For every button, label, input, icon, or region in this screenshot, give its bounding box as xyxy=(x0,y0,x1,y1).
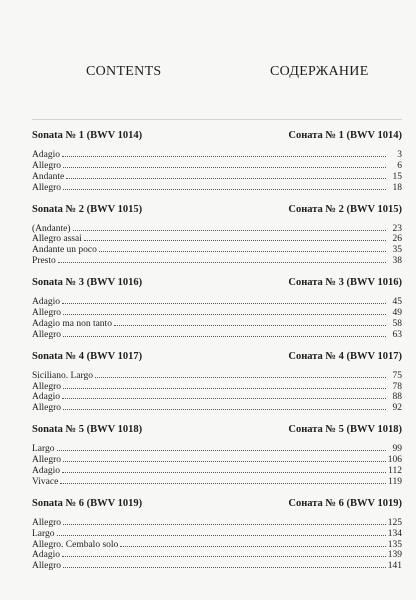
dot-leader xyxy=(63,307,386,315)
sonata-title-ru: Соната № 1 (BWV 1014) xyxy=(288,130,402,141)
sonata-title-en: Sonata № 2 (BWV 1015) xyxy=(32,203,143,215)
toc-entry[interactable] xyxy=(32,517,402,528)
movement-title: Adagio xyxy=(32,297,60,308)
toc-entry[interactable] xyxy=(32,539,402,550)
dot-leader xyxy=(63,381,386,389)
contents-heading-en: CONTENTS xyxy=(86,64,162,79)
page-number: 139 xyxy=(387,550,402,561)
toc-entry[interactable] xyxy=(32,233,402,244)
toc-entry[interactable] xyxy=(32,160,402,171)
dot-leader xyxy=(58,255,386,263)
dot-leader xyxy=(62,391,386,399)
toc-entry[interactable] xyxy=(32,528,402,539)
dot-leader xyxy=(60,476,386,484)
movement-title: Allegro xyxy=(32,329,62,340)
sonata-heading xyxy=(32,424,402,439)
sonata-title-en: Sonata № 6 (BWV 1019) xyxy=(32,497,143,509)
movement-title: Allegro xyxy=(32,308,62,319)
page-number: 45 xyxy=(392,297,402,308)
dot-leader xyxy=(62,465,386,473)
page-number: 112 xyxy=(388,466,402,477)
movement-title: Adagio xyxy=(32,466,60,477)
page-number: 38 xyxy=(392,256,402,267)
toc-entry[interactable] xyxy=(32,171,402,182)
sonata-heading xyxy=(32,204,402,219)
dot-leader xyxy=(63,517,386,525)
table-of-contents xyxy=(32,130,402,582)
toc-entry[interactable] xyxy=(32,307,402,318)
sonata-title-en: Sonata № 1 (BWV 1014) xyxy=(32,130,143,141)
dot-leader xyxy=(99,244,386,252)
page-number: 88 xyxy=(392,392,402,403)
movement-title: Allegro xyxy=(32,517,62,528)
movement-title: Allegro xyxy=(32,403,62,414)
sonata-section xyxy=(32,424,402,487)
page-number: 23 xyxy=(392,223,402,234)
toc-entry[interactable] xyxy=(32,296,402,307)
dot-leader xyxy=(63,454,386,462)
sonata-title-ru: Соната № 6 (BWV 1019) xyxy=(288,497,402,509)
sonata-heading xyxy=(32,277,402,292)
sonata-title-en: Sonata № 5 (BWV 1018) xyxy=(32,424,143,436)
dot-leader xyxy=(62,149,386,157)
sonata-title-ru: Соната № 3 (BWV 1016) xyxy=(288,277,402,289)
dot-leader xyxy=(63,560,386,568)
sonata-title-en: Sonata № 4 (BWV 1017) xyxy=(32,350,143,362)
movement-title: (Andante) xyxy=(32,223,71,234)
toc-entry[interactable] xyxy=(32,402,402,413)
sonata-heading xyxy=(32,351,402,366)
dot-leader xyxy=(63,182,386,190)
toc-entry[interactable] xyxy=(32,549,402,560)
page-number: 58 xyxy=(392,318,402,329)
movement-title: Andante xyxy=(32,171,65,182)
page-number: 135 xyxy=(387,539,402,550)
page-number: 26 xyxy=(392,234,402,245)
dot-leader xyxy=(57,528,386,536)
toc-entry[interactable] xyxy=(32,443,402,454)
page-number: 49 xyxy=(392,308,402,319)
movement-title: Adagio xyxy=(32,550,60,561)
dot-leader xyxy=(84,233,386,241)
movement-title: Adagio ma non tanto xyxy=(32,318,112,329)
page-number: 92 xyxy=(392,403,402,414)
movement-title: Largo xyxy=(32,528,55,539)
toc-entry[interactable] xyxy=(32,465,402,476)
dot-leader xyxy=(73,223,386,231)
sonata-heading xyxy=(32,498,402,513)
sonata-title-ru: Соната № 2 (BWV 1015) xyxy=(288,203,402,215)
toc-entry[interactable] xyxy=(32,370,402,381)
sonata-title-ru: Соната № 4 (BWV 1017) xyxy=(288,350,402,362)
movement-title: Adagio xyxy=(32,392,60,403)
movement-title: Andante un poco xyxy=(32,245,97,256)
movement-title: Allegro assai xyxy=(32,234,82,245)
page-number: 35 xyxy=(392,245,402,256)
movement-title: Allegro xyxy=(32,561,62,572)
movement-title: Allegro xyxy=(32,455,62,466)
sonata-section xyxy=(32,204,402,267)
page-number: 106 xyxy=(387,455,402,466)
sonata-section xyxy=(32,498,402,571)
toc-entry[interactable] xyxy=(32,329,402,340)
dot-leader xyxy=(95,370,386,378)
toc-entry[interactable] xyxy=(32,476,402,487)
dot-leader xyxy=(57,443,386,451)
page-number: 141 xyxy=(387,561,402,572)
toc-entry[interactable] xyxy=(32,391,402,402)
sonata-title-ru: Соната № 5 (BWV 1018) xyxy=(288,424,402,436)
contents-heading-ru: СОДЕРЖАНИЕ xyxy=(270,64,369,79)
dot-leader xyxy=(66,171,386,179)
dot-leader xyxy=(62,296,386,304)
toc-entry[interactable] xyxy=(32,454,402,465)
page-number: 125 xyxy=(387,517,402,528)
sonata-section xyxy=(32,277,402,340)
page-number: 99 xyxy=(392,444,402,455)
dot-leader xyxy=(63,402,386,410)
movement-title: Allegro xyxy=(32,182,62,193)
toc-entry[interactable] xyxy=(32,223,402,234)
page-number: 15 xyxy=(392,171,402,182)
toc-entry[interactable] xyxy=(32,149,402,160)
page-number: 18 xyxy=(392,182,402,193)
movement-title: Presto xyxy=(32,256,56,267)
page-number: 75 xyxy=(392,370,402,381)
movement-title: Siciliano. Largo xyxy=(32,370,94,381)
movement-title: Allegro xyxy=(32,160,62,171)
movement-title: Allegro xyxy=(32,381,62,392)
movement-title: Allegro. Cembalo solo xyxy=(32,539,119,550)
dot-leader xyxy=(62,549,386,557)
page-number: 3 xyxy=(397,150,402,160)
sonata-heading xyxy=(32,130,402,145)
movement-title: Adagio xyxy=(32,150,60,160)
page-number: 78 xyxy=(392,381,402,392)
page-number: 119 xyxy=(388,476,402,487)
toc-entry[interactable] xyxy=(32,381,402,392)
header-divider xyxy=(32,119,402,120)
toc-entry[interactable] xyxy=(32,318,402,329)
dot-leader xyxy=(63,160,386,168)
page-number: 6 xyxy=(397,160,402,171)
page-number: 134 xyxy=(387,528,402,539)
dot-leader xyxy=(63,329,386,337)
toc-entry[interactable] xyxy=(32,560,402,571)
toc-entry[interactable] xyxy=(32,182,402,193)
sonata-section xyxy=(32,351,402,414)
sonata-title-en: Sonata № 3 (BWV 1016) xyxy=(32,277,143,289)
dot-leader xyxy=(120,539,385,547)
toc-entry[interactable] xyxy=(32,255,402,266)
sonata-section xyxy=(32,130,402,193)
dot-leader xyxy=(114,318,386,326)
movement-title: Largo xyxy=(32,444,55,455)
page-number: 63 xyxy=(392,329,402,340)
toc-entry[interactable] xyxy=(32,244,402,255)
movement-title: Vivace xyxy=(32,476,59,487)
